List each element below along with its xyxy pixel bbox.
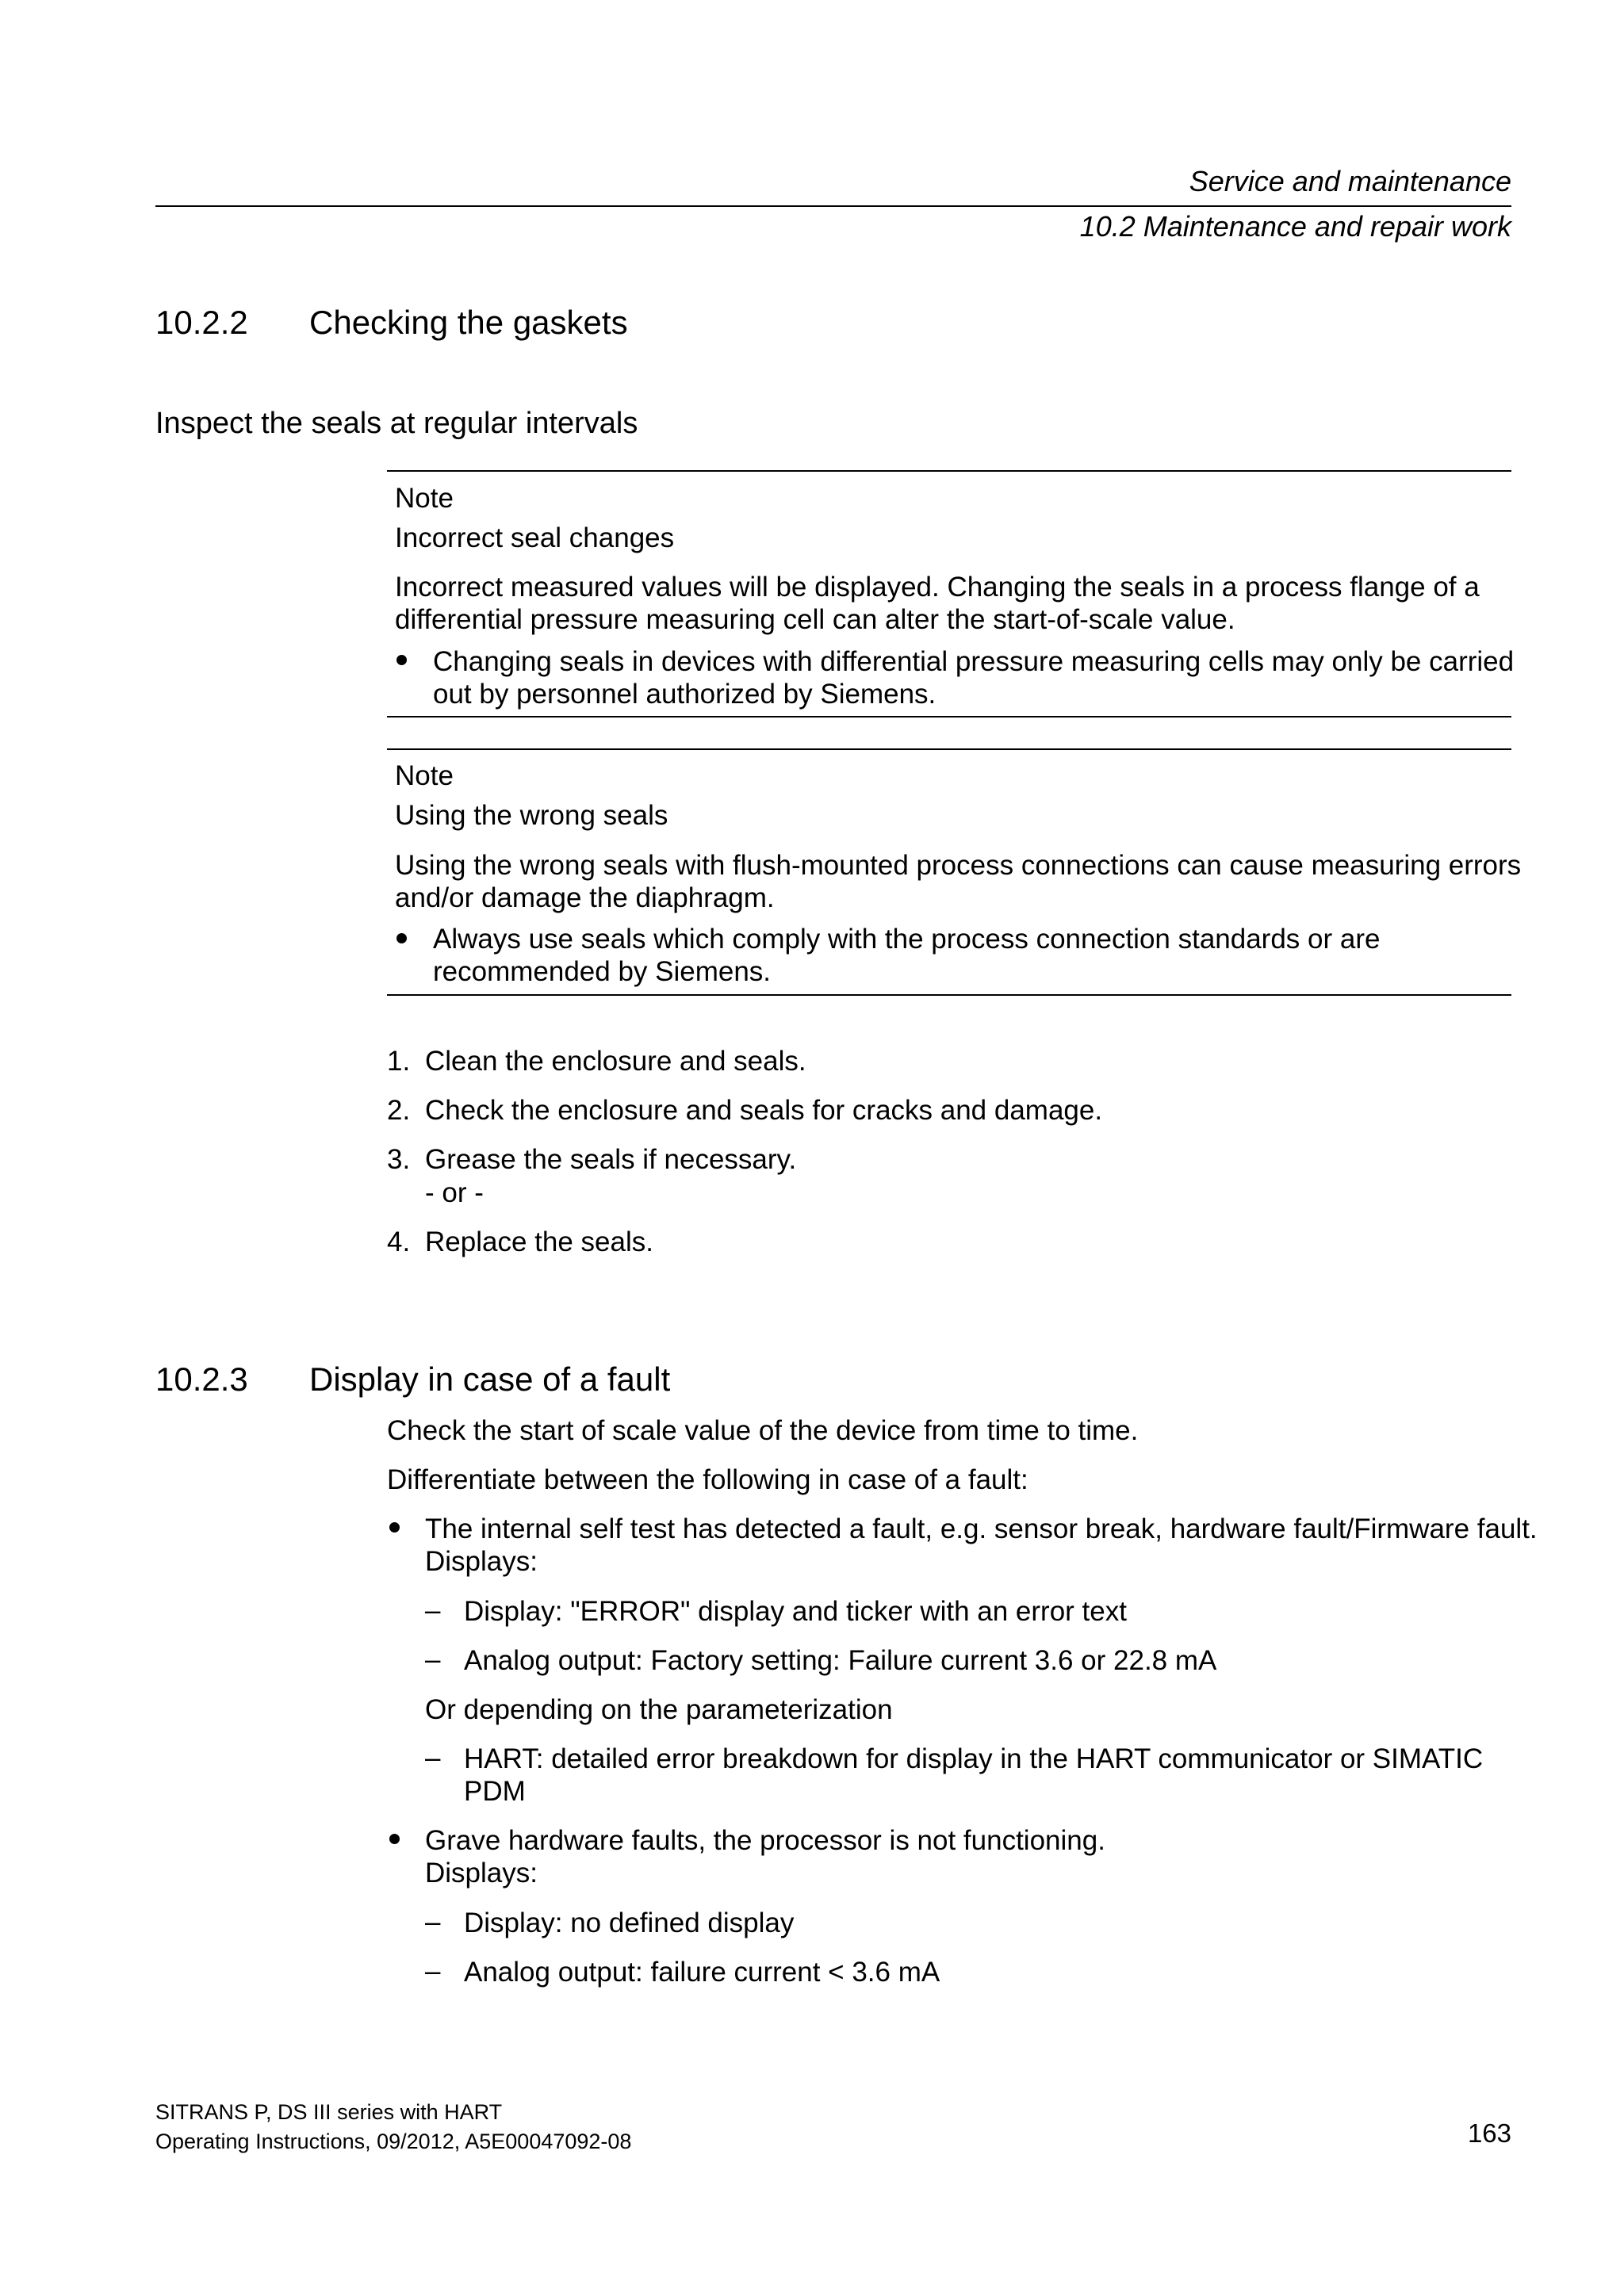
section-title: Display in case of a fault — [309, 1360, 671, 1398]
header-rule — [155, 205, 1511, 207]
step-text: Check the enclosure and seals for cracks and damage. — [425, 1095, 1103, 1126]
dash-marker: – — [425, 1956, 441, 1987]
paragraph: Check the start of scale value of the device from time to time. — [387, 1415, 1139, 1446]
step-number: 2. — [387, 1095, 411, 1126]
note-text-line: differential pressure measuring cell can alter the start-of-scale value. — [395, 604, 1235, 635]
note-bottom-rule — [387, 994, 1511, 996]
note-top-rule — [387, 748, 1511, 750]
note-text-line: Using the wrong seals with flush-mounted process connections can cause measuring errors — [395, 850, 1522, 881]
note-bullet-line: Changing seals in devices with differential pressure measuring cells may only be carried — [433, 646, 1515, 677]
bullet-line: Grave hardware faults, the processor is not functioning. — [425, 1825, 1105, 1856]
sub-item: Display: no defined display — [464, 1908, 795, 1938]
sub-item: HART: detailed error breakdown for display in the HART communicator or SIMATIC — [464, 1743, 1484, 1774]
dash-marker: – — [425, 1743, 441, 1774]
step-text: Grease the seals if necessary. — [425, 1144, 797, 1175]
dash-marker: – — [425, 1907, 441, 1938]
running-header-section: 10.2 Maintenance and repair work — [1079, 210, 1511, 243]
footer-document: Operating Instructions, 09/2012, A5E00047092-08 — [155, 2130, 632, 2153]
bullet-line: Displays: — [425, 1858, 538, 1888]
paragraph: Differentiate between the following in case of a fault: — [387, 1464, 1028, 1495]
note-bottom-rule — [387, 716, 1511, 718]
bullet-icon — [389, 1522, 400, 1533]
note-bullet-line: out by personnel authorized by Siemens. — [433, 679, 936, 710]
paragraph: Or depending on the parameterization — [425, 1694, 893, 1725]
bullet-icon — [396, 655, 407, 665]
note-text-line: and/or damage the diaphragm. — [395, 882, 775, 913]
sub-item: PDM — [464, 1776, 526, 1807]
sub-item: Display: "ERROR" display and ticker with an error text — [464, 1596, 1127, 1627]
note-bullet-line: recommended by Siemens. — [433, 956, 772, 987]
step-text: Replace the seals. — [425, 1226, 653, 1257]
footer-product: SITRANS P, DS III series with HART — [155, 2100, 503, 2124]
running-header-chapter: Service and maintenance — [1189, 165, 1511, 197]
bullet-icon — [389, 1834, 400, 1844]
dash-marker: – — [425, 1595, 441, 1626]
sub-item: Analog output: Factory setting: Failure current 3.6 or 22.8 mA — [464, 1645, 1217, 1676]
step-number: 4. — [387, 1226, 411, 1257]
section-title: Checking the gaskets — [309, 304, 628, 341]
bullet-line: Displays: — [425, 1546, 538, 1577]
note-label: Note — [395, 483, 454, 514]
page-number: 163 — [1467, 2118, 1511, 2148]
section-number: 10.2.3 — [155, 1360, 248, 1398]
step-number: 3. — [387, 1144, 411, 1175]
bullet-icon — [396, 933, 407, 943]
bullet-line: The internal self test has detected a fault, e.g. sensor break, hardware fault/Firmware fault. — [425, 1513, 1538, 1544]
section-number: 10.2.2 — [155, 304, 248, 341]
step-number: 1. — [387, 1046, 411, 1077]
subheading: Inspect the seals at regular intervals — [155, 407, 638, 440]
step-alternative: - or - — [425, 1177, 484, 1208]
dash-marker: – — [425, 1644, 441, 1675]
step-text: Clean the enclosure and seals. — [425, 1046, 806, 1077]
sub-item: Analog output: failure current < 3.6 mA — [464, 1957, 940, 1988]
note-bullet-line: Always use seals which comply with the process connection standards or are — [433, 924, 1381, 955]
note-title: Using the wrong seals — [395, 800, 668, 831]
note-label: Note — [395, 760, 454, 791]
note-text-line: Incorrect measured values will be displayed. Changing the seals in a process flange of a — [395, 572, 1480, 603]
note-top-rule — [387, 470, 1511, 472]
note-title: Incorrect seal changes — [395, 522, 675, 553]
